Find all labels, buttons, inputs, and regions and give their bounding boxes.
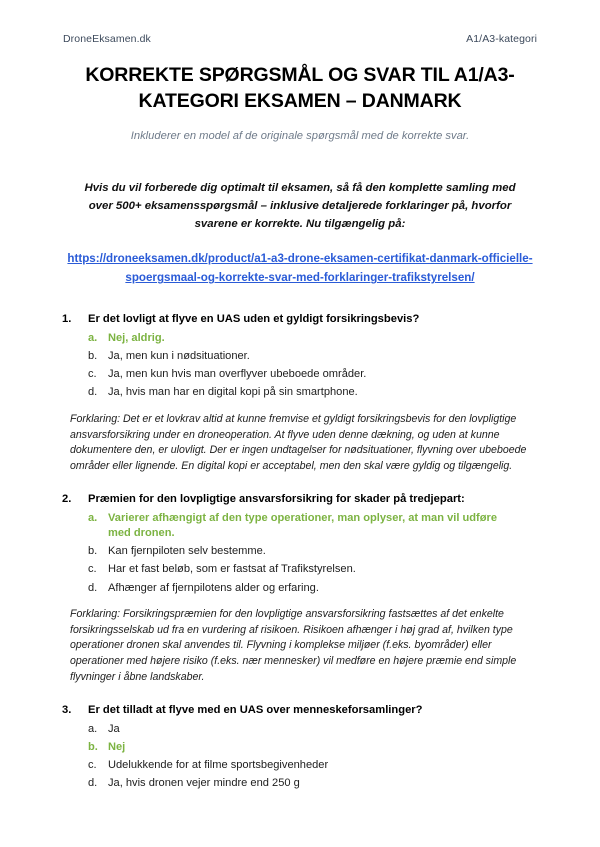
question-item xyxy=(62,492,538,685)
question-explanation: Forklaring: Forsikringspræmien for den lovpligtige ansvarsforsikring fastsættes af det enkelte forsikringsselskab ud fra en vurdering af risikoen. Risikoen afhænger i høj grad af, hvilken type operationer dronen skal anvendes til. Flyvning i komplekse miljøer (f.eks. byområder) eller operationer med højere risiko (f.eks. nær mennesker) vil medføre en højere præmie end simple flyvninger i åbne landskaber. xyxy=(70,608,517,683)
question-item xyxy=(62,703,538,805)
answer-option-text: Afhænger af fjernpilotens alder og erfaring. xyxy=(108,581,319,594)
answer-option-letter: a. xyxy=(88,331,98,344)
answer-option-letter: b. xyxy=(88,740,98,753)
answer-option-text: Udelukkende for at filme sportsbegivenheder xyxy=(108,759,329,772)
title-block xyxy=(0,45,600,145)
answer-option-text: Ja xyxy=(108,722,120,735)
page-subtitle: Inkluderer en model af de originale spørgsmål med de korrekte svar. xyxy=(130,129,470,142)
answer-options xyxy=(62,722,538,792)
question-heading xyxy=(62,703,538,718)
answer-option[interactable] xyxy=(62,776,538,791)
answer-option-text: Ja, hvis dronen vejer mindre end 250 g xyxy=(108,777,300,790)
answer-option[interactable] xyxy=(62,349,538,364)
answer-option[interactable] xyxy=(62,722,538,737)
answer-option-correct[interactable] xyxy=(62,740,538,755)
answer-option-correct[interactable] xyxy=(62,511,538,541)
answer-option-letter: d. xyxy=(88,386,98,399)
answer-option[interactable] xyxy=(62,581,538,596)
answer-option[interactable] xyxy=(62,385,538,400)
answer-option-letter: c. xyxy=(88,563,97,576)
promo-paragraph: Hvis du vil forberede dig optimalt til eksamen, så få den komplette samling med over 500+ eksamensspørgsmål – inklusive detaljerede forklaringer på, hvorfor svarene er korrekte. Nu tilgængelig på: xyxy=(84,181,516,230)
product-link[interactable]: https://droneeksamen.dk/product/a1-a3-drone-eksamen-certifikat-danmark-officielle-spoergsmaal-og-korrekte-svar-med-forklaringer-trafikstyrelsen/ xyxy=(67,251,533,285)
answer-option-text: Ja, hvis man har en digital kopi på sin smartphone. xyxy=(108,386,358,399)
answer-option-text: Ja, men kun hvis man overflyver ubeboede områder. xyxy=(108,368,367,381)
question-item xyxy=(62,312,538,474)
question-heading xyxy=(62,492,538,507)
answer-option-text: Nej, aldrig. xyxy=(108,331,165,344)
answer-option-text: Varierer afhængigt af den type operationer, man oplyser, at man vil udføre med dronen. xyxy=(108,512,498,539)
question-number: 1. xyxy=(62,313,72,326)
answer-option-letter: c. xyxy=(88,368,97,381)
answer-option-text: Har et fast beløb, som er fastsat af Trafikstyrelsen. xyxy=(108,563,356,576)
answer-options xyxy=(62,511,538,595)
answer-option[interactable] xyxy=(62,758,538,773)
question-number: 2. xyxy=(62,493,72,506)
page-title: KORREKTE SPØRGSMÅL OG SVAR TIL A1/A3-KATEGORI EKSAMEN – DANMARK xyxy=(85,64,515,112)
answer-option-letter: c. xyxy=(88,759,97,772)
question-heading xyxy=(62,312,538,327)
question-text: Er det tilladt at flyve med en UAS over menneskeforsamlinger? xyxy=(88,704,423,717)
answer-option[interactable] xyxy=(62,544,538,559)
answer-option-letter: a. xyxy=(88,512,98,524)
answer-option[interactable] xyxy=(62,562,538,577)
answer-option-letter: d. xyxy=(88,581,98,594)
question-text: Præmien for den lovpligtige ansvarsforsikring for skader på tredjepart: xyxy=(88,493,465,506)
answer-options xyxy=(62,331,538,401)
answer-option-letter: d. xyxy=(88,777,98,790)
answer-option-letter: b. xyxy=(88,349,98,362)
header-right-label: A1/A3-kategori xyxy=(466,33,537,45)
answer-option-letter: a. xyxy=(88,722,98,735)
answer-option-text: Kan fjernpiloten selv bestemme. xyxy=(108,545,266,557)
header-left-label: DroneEksamen.dk xyxy=(63,33,151,45)
question-spacer xyxy=(62,795,538,805)
answer-option-correct[interactable] xyxy=(62,331,538,346)
answer-option[interactable] xyxy=(62,367,538,382)
answer-option-text: Nej xyxy=(108,740,126,753)
question-explanation: Forklaring: Det er et lovkrav altid at kunne fremvise et gyldigt forsikringsbevis for den lovpligtige ansvarsforsikring under en droneoperation. At flyve uden denne dækning, og uden at kunne dokumentere den, er ulovligt. Der er ingen undtagelser for nødsituationer, flyvning over ubeboede områder eller lignende. En digital kopi er acceptabel, men den skal være gyldig og tilgængelig. xyxy=(70,413,527,472)
questions-list xyxy=(0,312,600,805)
running-header xyxy=(0,0,600,45)
answer-option-text: Ja, men kun i nødsituationer. xyxy=(108,349,250,362)
question-text: Er det lovligt at flyve en UAS uden et gyldigt forsikringsbevis? xyxy=(88,313,420,326)
promo-link-container xyxy=(58,249,542,289)
answer-option-letter: b. xyxy=(88,545,98,557)
question-number: 3. xyxy=(62,704,72,717)
